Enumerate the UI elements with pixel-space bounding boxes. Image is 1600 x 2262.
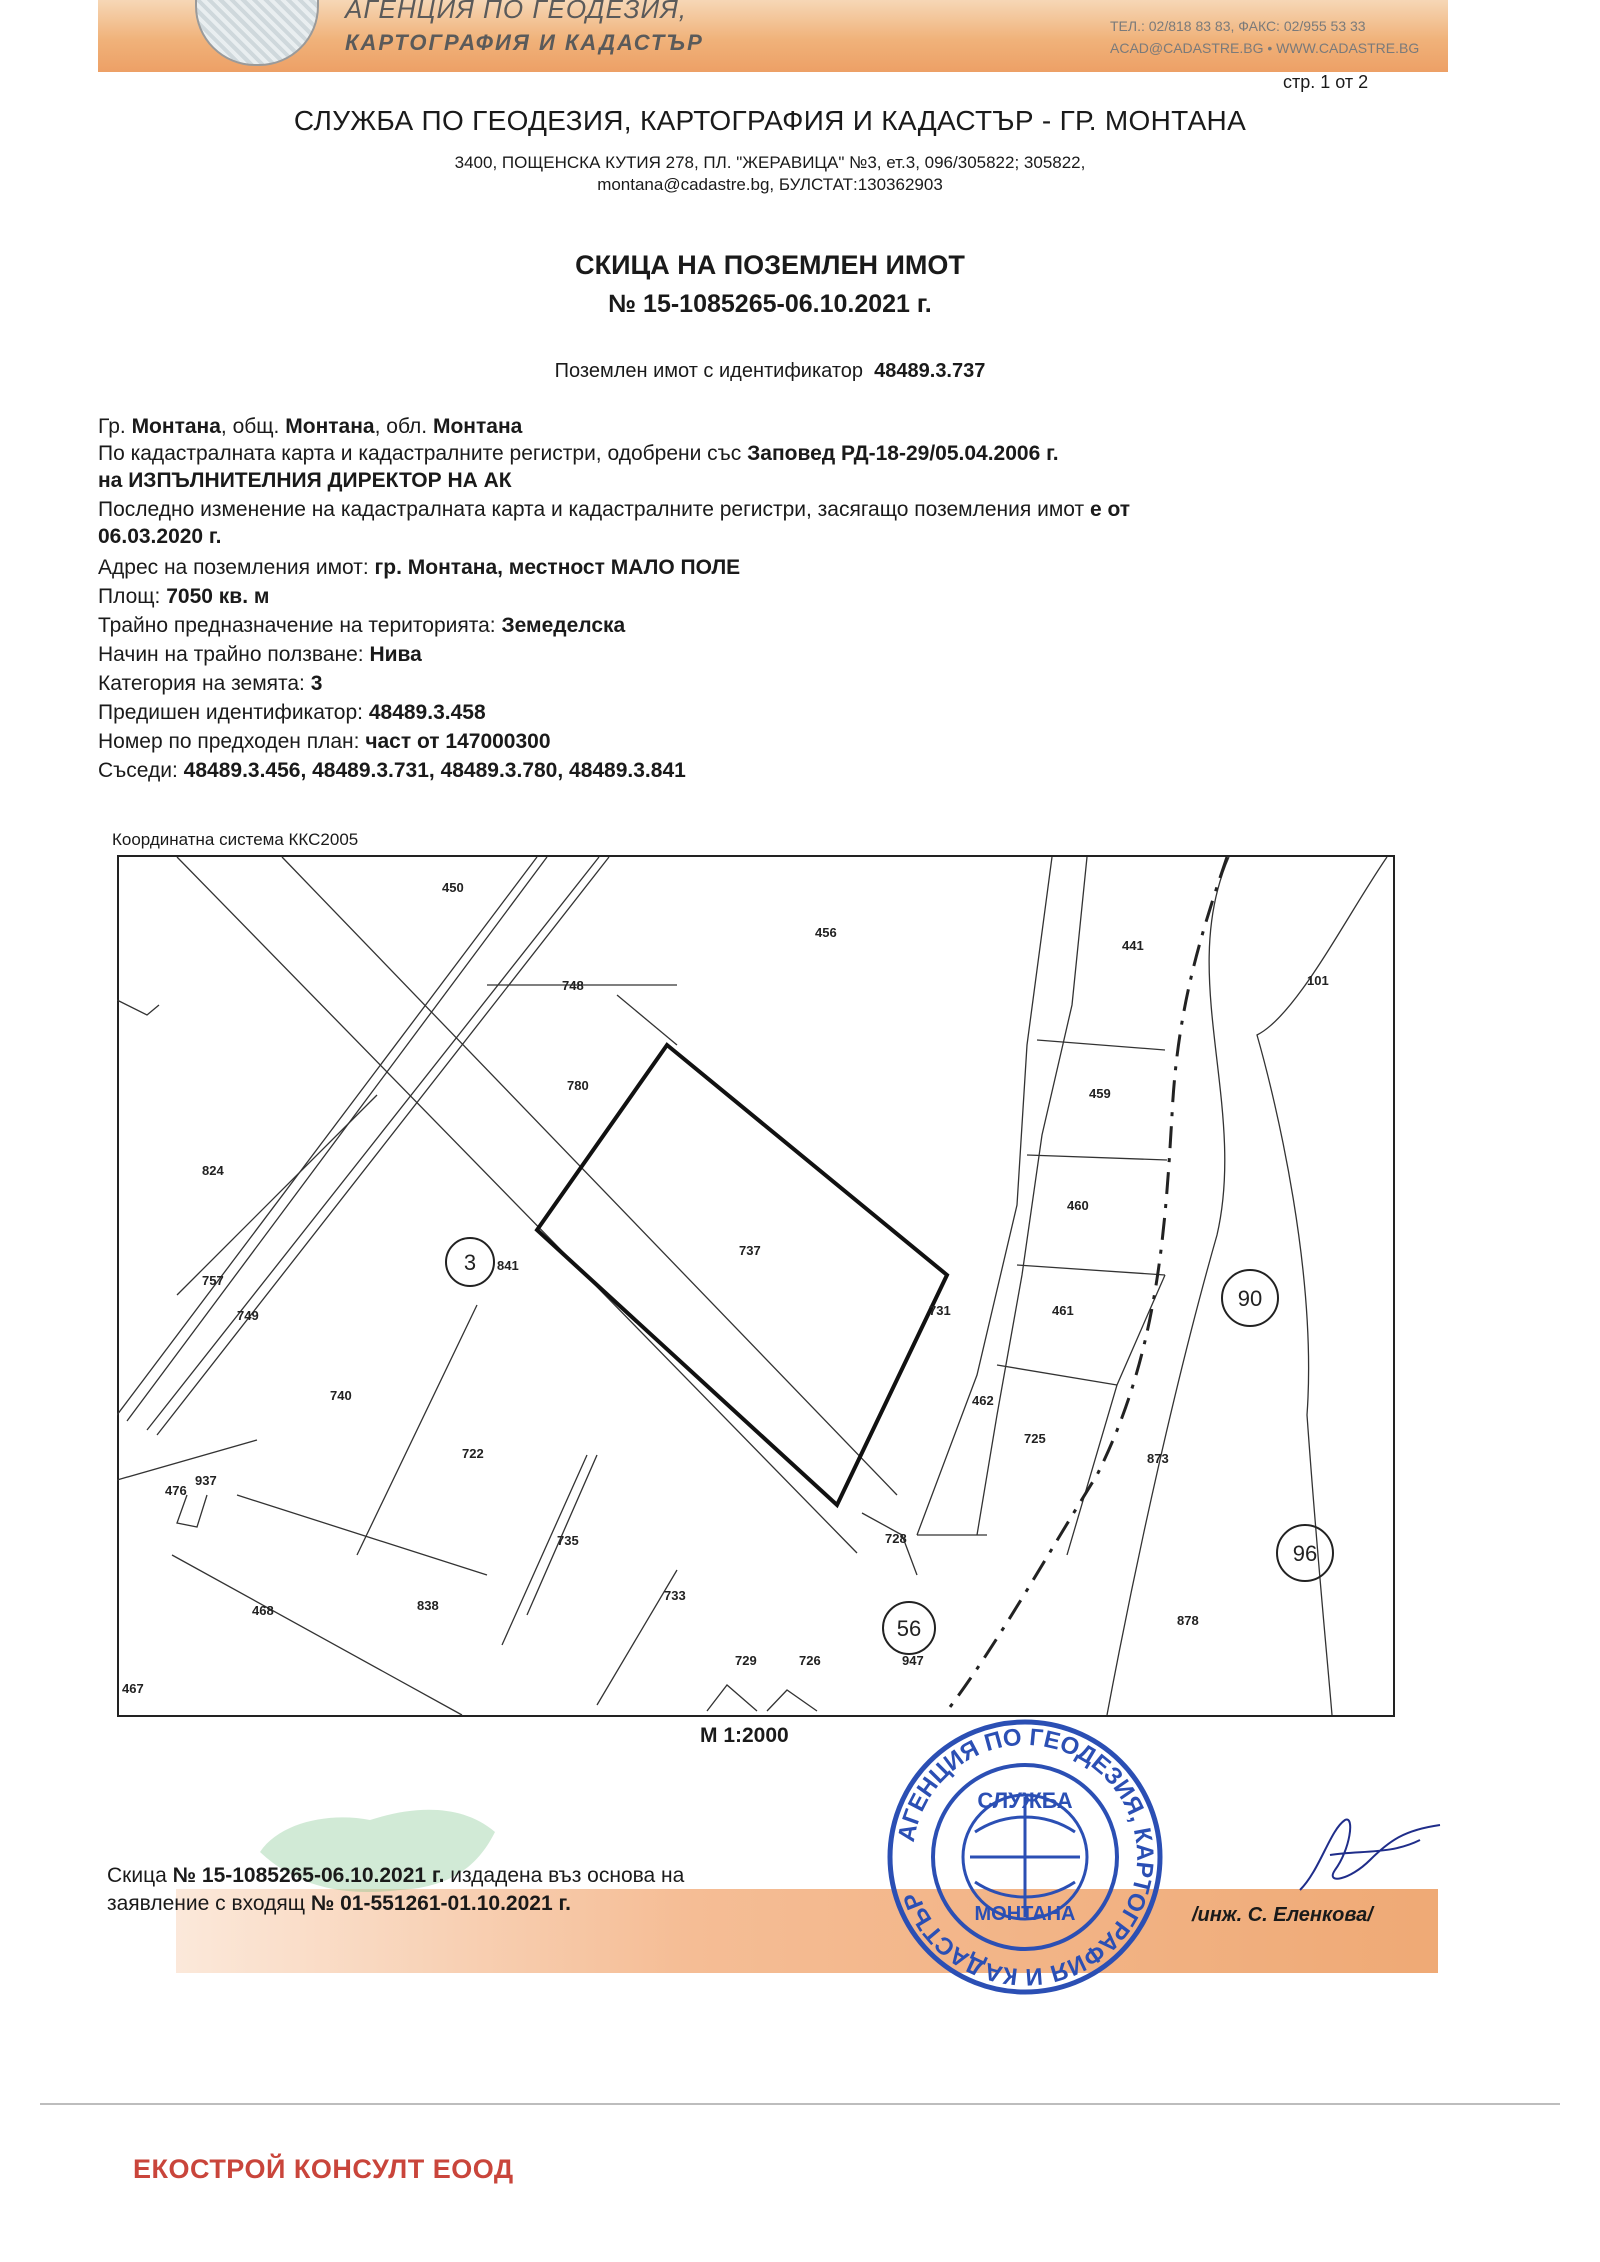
parcel-label: 722 bbox=[462, 1446, 484, 1461]
parcel-label: 467 bbox=[122, 1681, 144, 1696]
parcel-label: 460 bbox=[1067, 1198, 1089, 1213]
category-line bbox=[98, 672, 322, 696]
circle-label: 96 bbox=[1292, 1541, 1318, 1566]
parcel-label: 733 bbox=[664, 1588, 686, 1603]
location-region: Монтана bbox=[432, 415, 523, 438]
office-address-line2: montana@cadastre.bg, БУЛСТАТ:130362903 bbox=[597, 175, 943, 194]
last-change-date: 06.03.2020 г. bbox=[98, 525, 222, 548]
location-municipality: Монтана bbox=[285, 415, 375, 438]
parcel-label: 726 bbox=[799, 1653, 821, 1668]
issued-number: № 15-1085265-06.10.2021 г. bbox=[172, 1864, 445, 1887]
parcel-label: 878 bbox=[1177, 1613, 1199, 1628]
parcel-label: 459 bbox=[1089, 1086, 1111, 1101]
location-label-town: Гр. bbox=[98, 415, 126, 438]
stamp-top-word: СЛУЖБА bbox=[977, 1788, 1073, 1813]
prev-plan-value: част от 147000300 bbox=[365, 730, 551, 753]
location-town: Монтана bbox=[131, 415, 221, 438]
issued-suffix: издадена въз основа на bbox=[450, 1864, 685, 1887]
area-line bbox=[98, 585, 269, 609]
parcel-label: 947 bbox=[902, 1653, 924, 1668]
parcel-label: 456 bbox=[815, 925, 837, 940]
office-address-line1: 3400, ПОЩЕНСКА КУТИЯ 278, ПЛ. "ЖЕРАВИЦА" №3, ет.3, 096/305822; 305822, bbox=[454, 153, 1086, 172]
parcel-label: 780 bbox=[567, 1078, 589, 1093]
signature bbox=[1290, 1810, 1450, 1900]
neighbors-value: 48489.3.456, 48489.3.731, 48489.3.780, 48489.3.841 bbox=[183, 759, 686, 782]
request-prefix: заявление с входящ bbox=[107, 1892, 306, 1915]
category-label: Категория на земята: bbox=[98, 672, 305, 695]
parcel-label: 101 bbox=[1307, 973, 1329, 988]
location-label-municipality: , общ. bbox=[220, 415, 280, 438]
company-name: ЕКОСТРОЙ КОНСУЛТ ЕООД bbox=[133, 2154, 514, 2184]
purpose-line bbox=[98, 614, 625, 638]
prev-plan-line bbox=[98, 730, 551, 754]
stamp-bottom-word: МОНТАНА bbox=[974, 1903, 1076, 1925]
document-number: № 15-1085265-06.10.2021 г. bbox=[608, 290, 932, 318]
purpose-label: Трайно предназначение на територията: bbox=[98, 614, 496, 637]
category-value: 3 bbox=[310, 672, 323, 695]
use-line bbox=[98, 643, 422, 667]
address-line bbox=[98, 556, 740, 580]
parcel-label: 731 bbox=[929, 1303, 951, 1318]
parcel-label: 729 bbox=[735, 1653, 757, 1668]
prev-id-label: Предишен идентификатор: bbox=[98, 701, 363, 724]
approval-label: По кадастралната карта и кадастралните регистри, одобрени със bbox=[98, 442, 742, 465]
address-label: Адрес на поземления имот: bbox=[98, 556, 369, 579]
last-change-label: Последно изменение на кадастралната карта и кадастралните регистри, засягащо поземления имот bbox=[98, 498, 1085, 521]
parcel-label: 468 bbox=[252, 1603, 274, 1618]
parcel-label: 937 bbox=[195, 1473, 217, 1488]
circle-label: 3 bbox=[463, 1250, 477, 1275]
parcel-label: 462 bbox=[972, 1393, 994, 1408]
identifier-line bbox=[0, 360, 1540, 383]
parcel-label: 728 bbox=[885, 1531, 907, 1546]
issued-line bbox=[107, 1864, 684, 1888]
identifier-label: Поземлен имот с идентификатор bbox=[554, 360, 864, 382]
prev-plan-label: Номер по предходен план: bbox=[98, 730, 360, 753]
neighbors-label: Съседи: bbox=[98, 759, 178, 782]
cadastral-map bbox=[117, 855, 1395, 1717]
request-number: № 01-551261-01.10.2021 г. bbox=[310, 1892, 571, 1915]
purpose-value: Земеделска bbox=[501, 614, 626, 637]
request-line bbox=[107, 1892, 571, 1916]
parcel-label: 450 bbox=[442, 880, 464, 895]
parcel-label: 757 bbox=[202, 1273, 224, 1288]
parcel-label: 476 bbox=[165, 1483, 187, 1498]
parcel-label: 737 bbox=[739, 1243, 761, 1258]
parcel-label: 838 bbox=[417, 1598, 439, 1613]
identifier-value: 48489.3.737 bbox=[874, 360, 986, 382]
stamp-outer-text: АГЕНЦИЯ ПО ГЕОДЕЗИЯ, КАРТОГРАФИЯ И КАДАСТЪР bbox=[892, 1723, 1159, 1991]
map-scale: М 1:2000 bbox=[700, 1724, 789, 1747]
location-label-region: , обл. bbox=[374, 415, 428, 438]
use-label: Начин на трайно ползване: bbox=[98, 643, 364, 666]
address-value: гр. Монтана, местност МАЛО ПОЛЕ bbox=[374, 556, 741, 579]
last-change-line bbox=[98, 498, 1130, 522]
signer-name: /инж. С. Еленкова/ bbox=[1192, 1904, 1373, 1926]
area-label: Площ: bbox=[98, 585, 161, 608]
parcel-label: 725 bbox=[1024, 1431, 1046, 1446]
parcel-label: 841 bbox=[497, 1258, 519, 1273]
parcel-label: 441 bbox=[1122, 938, 1144, 953]
approved-by bbox=[98, 469, 512, 493]
approval-order: Заповед РД-18-29/05.04.2006 г. bbox=[747, 442, 1059, 465]
header-contact-web: ACAD@CADASTRE.BG • WWW.CADASTRE.BG bbox=[1110, 40, 1420, 56]
area-value: 7050 кв. м bbox=[166, 585, 270, 608]
parcel-label: 735 bbox=[557, 1533, 579, 1548]
parcel-label: 873 bbox=[1147, 1451, 1169, 1466]
parcel-label: 748 bbox=[562, 978, 584, 993]
parcel-label: 461 bbox=[1052, 1303, 1074, 1318]
agency-name-line2: КАРТОГРАФИЯ И КАДАСТЪР bbox=[345, 30, 704, 55]
last-change-prefix: е от bbox=[1089, 498, 1131, 521]
coordinate-system-caption: Координатна система ККС2005 bbox=[112, 830, 359, 849]
page-number: стр. 1 от 2 bbox=[1283, 72, 1369, 92]
location-line bbox=[98, 415, 522, 439]
use-value: Нива bbox=[369, 643, 422, 666]
neighbors-line bbox=[98, 759, 686, 783]
header-contact-tel: ТЕЛ.: 02/818 83 83, ФАКС: 02/955 53 33 bbox=[1110, 18, 1366, 34]
scan-edge-divider bbox=[40, 2103, 1560, 2105]
parcel-label: 824 bbox=[202, 1163, 224, 1178]
parcel-label: 740 bbox=[330, 1388, 352, 1403]
prev-id-line bbox=[98, 701, 486, 725]
official-stamp bbox=[875, 1712, 1175, 2002]
approved-by-text: на ИЗПЪЛНИТЕЛНИЯ ДИРЕКТОР НА АК bbox=[98, 469, 512, 492]
circle-label: 56 bbox=[896, 1616, 922, 1641]
parcel-label: 749 bbox=[237, 1308, 259, 1323]
circle-label: 90 bbox=[1237, 1286, 1263, 1311]
document-title: СКИЦА НА ПОЗЕМЛЕН ИМОТ bbox=[575, 250, 965, 280]
office-title: СЛУЖБА ПО ГЕОДЕЗИЯ, КАРТОГРАФИЯ И КАДАСТЪР - ГР. МОНТАНА bbox=[293, 105, 1247, 136]
approval-line bbox=[98, 442, 1059, 466]
agency-name-line1: АГЕНЦИЯ ПО ГЕОДЕЗИЯ, bbox=[345, 0, 688, 24]
last-change-date-line bbox=[98, 525, 221, 549]
prev-id-value: 48489.3.458 bbox=[368, 701, 486, 724]
issued-prefix: Скица bbox=[107, 1864, 167, 1887]
